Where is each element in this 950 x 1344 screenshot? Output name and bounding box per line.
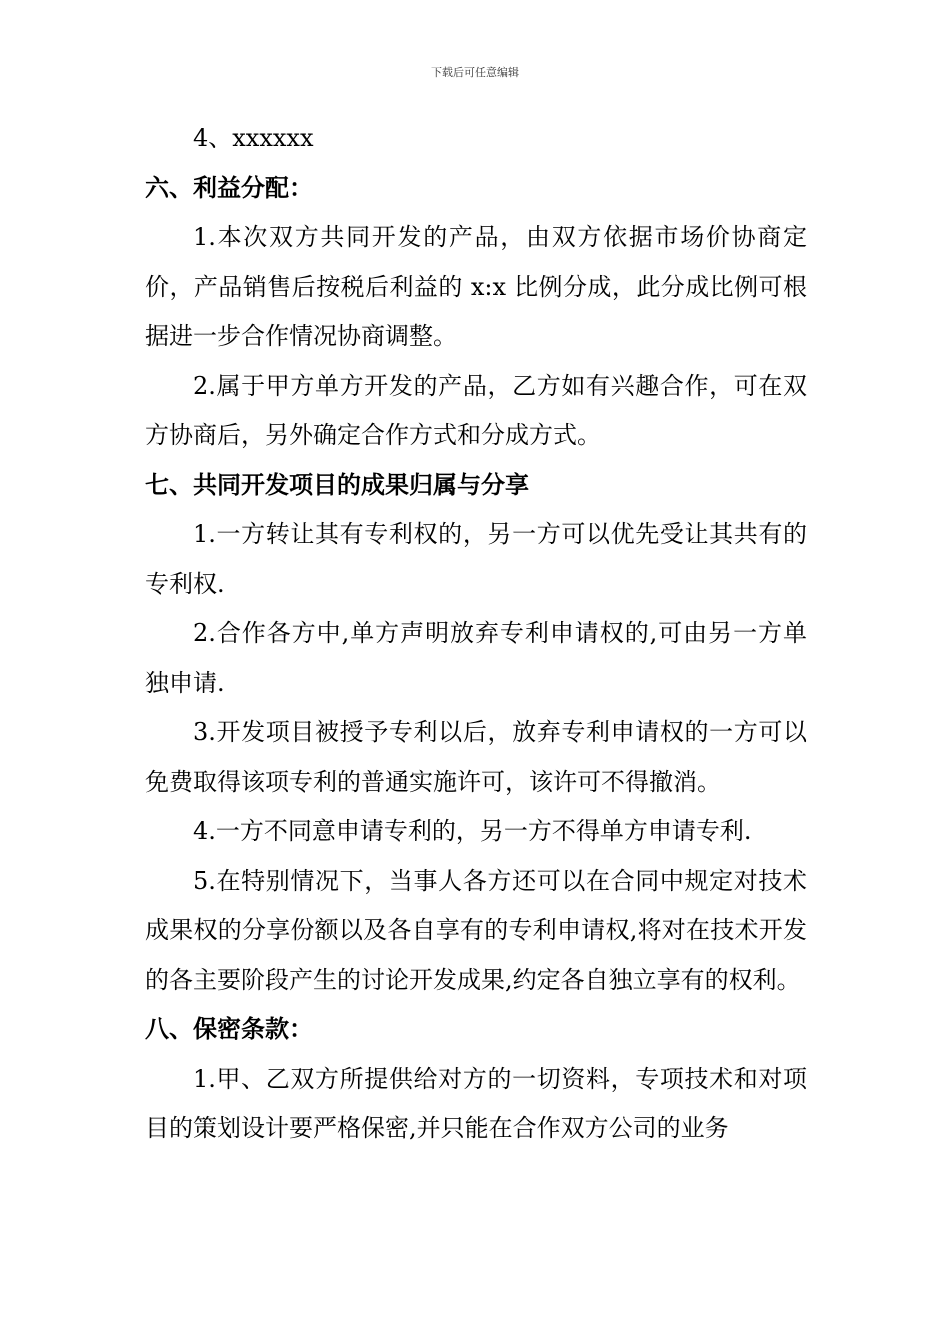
section-heading-confidentiality: 八、保密条款： [145, 1015, 313, 1043]
document-body [145, 114, 807, 1154]
section-heading-profit-distribution: 六、利益分配： [145, 173, 313, 202]
clause-6-2: 2.属于甲方单方开发的产品，乙方如有兴趣合作，可在双方协商后，另外确定合作方式和分成方式。 [145, 371, 807, 449]
clause-7-5: 5.在特别情况下，当事人各方还可以在合同中规定对技术成果权的分享份额以及各自享有的专利申请权,将对在技术开发的各主要阶段产生的讨论开发成果,约定各自独立享有的权利。 [145, 866, 807, 994]
list-item-4-xxxxxx: 4、xxxxxx [193, 124, 314, 152]
clause-7-1: 1.一方转让其有专利权的，另一方可以优先受让其共有的专利权. [145, 520, 807, 598]
section-heading-results-ownership: 七、共同开发项目的成果归属与分享 [145, 470, 529, 499]
clause-7-2: 2.合作各方中,单方声明放弃专利申请权的,可由另一方单独申请. [145, 619, 807, 697]
page-header: 下载后可任意编辑 [431, 66, 519, 79]
clause-7-3: 3.开发项目被授予专利以后，放弃专利申请权的一方可以免费取得该项专利的普通实施许可，该许可不得撤消。 [145, 718, 807, 796]
clause-6-1: 1.本次双方共同开发的产品，由双方依据市场价协商定价，产品销售后按税后利益的 x:x 比例分成，此分成比例可根据进一步合作情况协商调整。 [145, 223, 807, 350]
clause-8-1: 1.甲、乙双方所提供给对方的一切资料，专项技术和对项目的策划设计要严格保密,并只能在合作双方公司的业务 [145, 1064, 807, 1142]
clause-7-4: 4.一方不同意申请专利的，另一方不得单方申请专利. [193, 817, 752, 845]
